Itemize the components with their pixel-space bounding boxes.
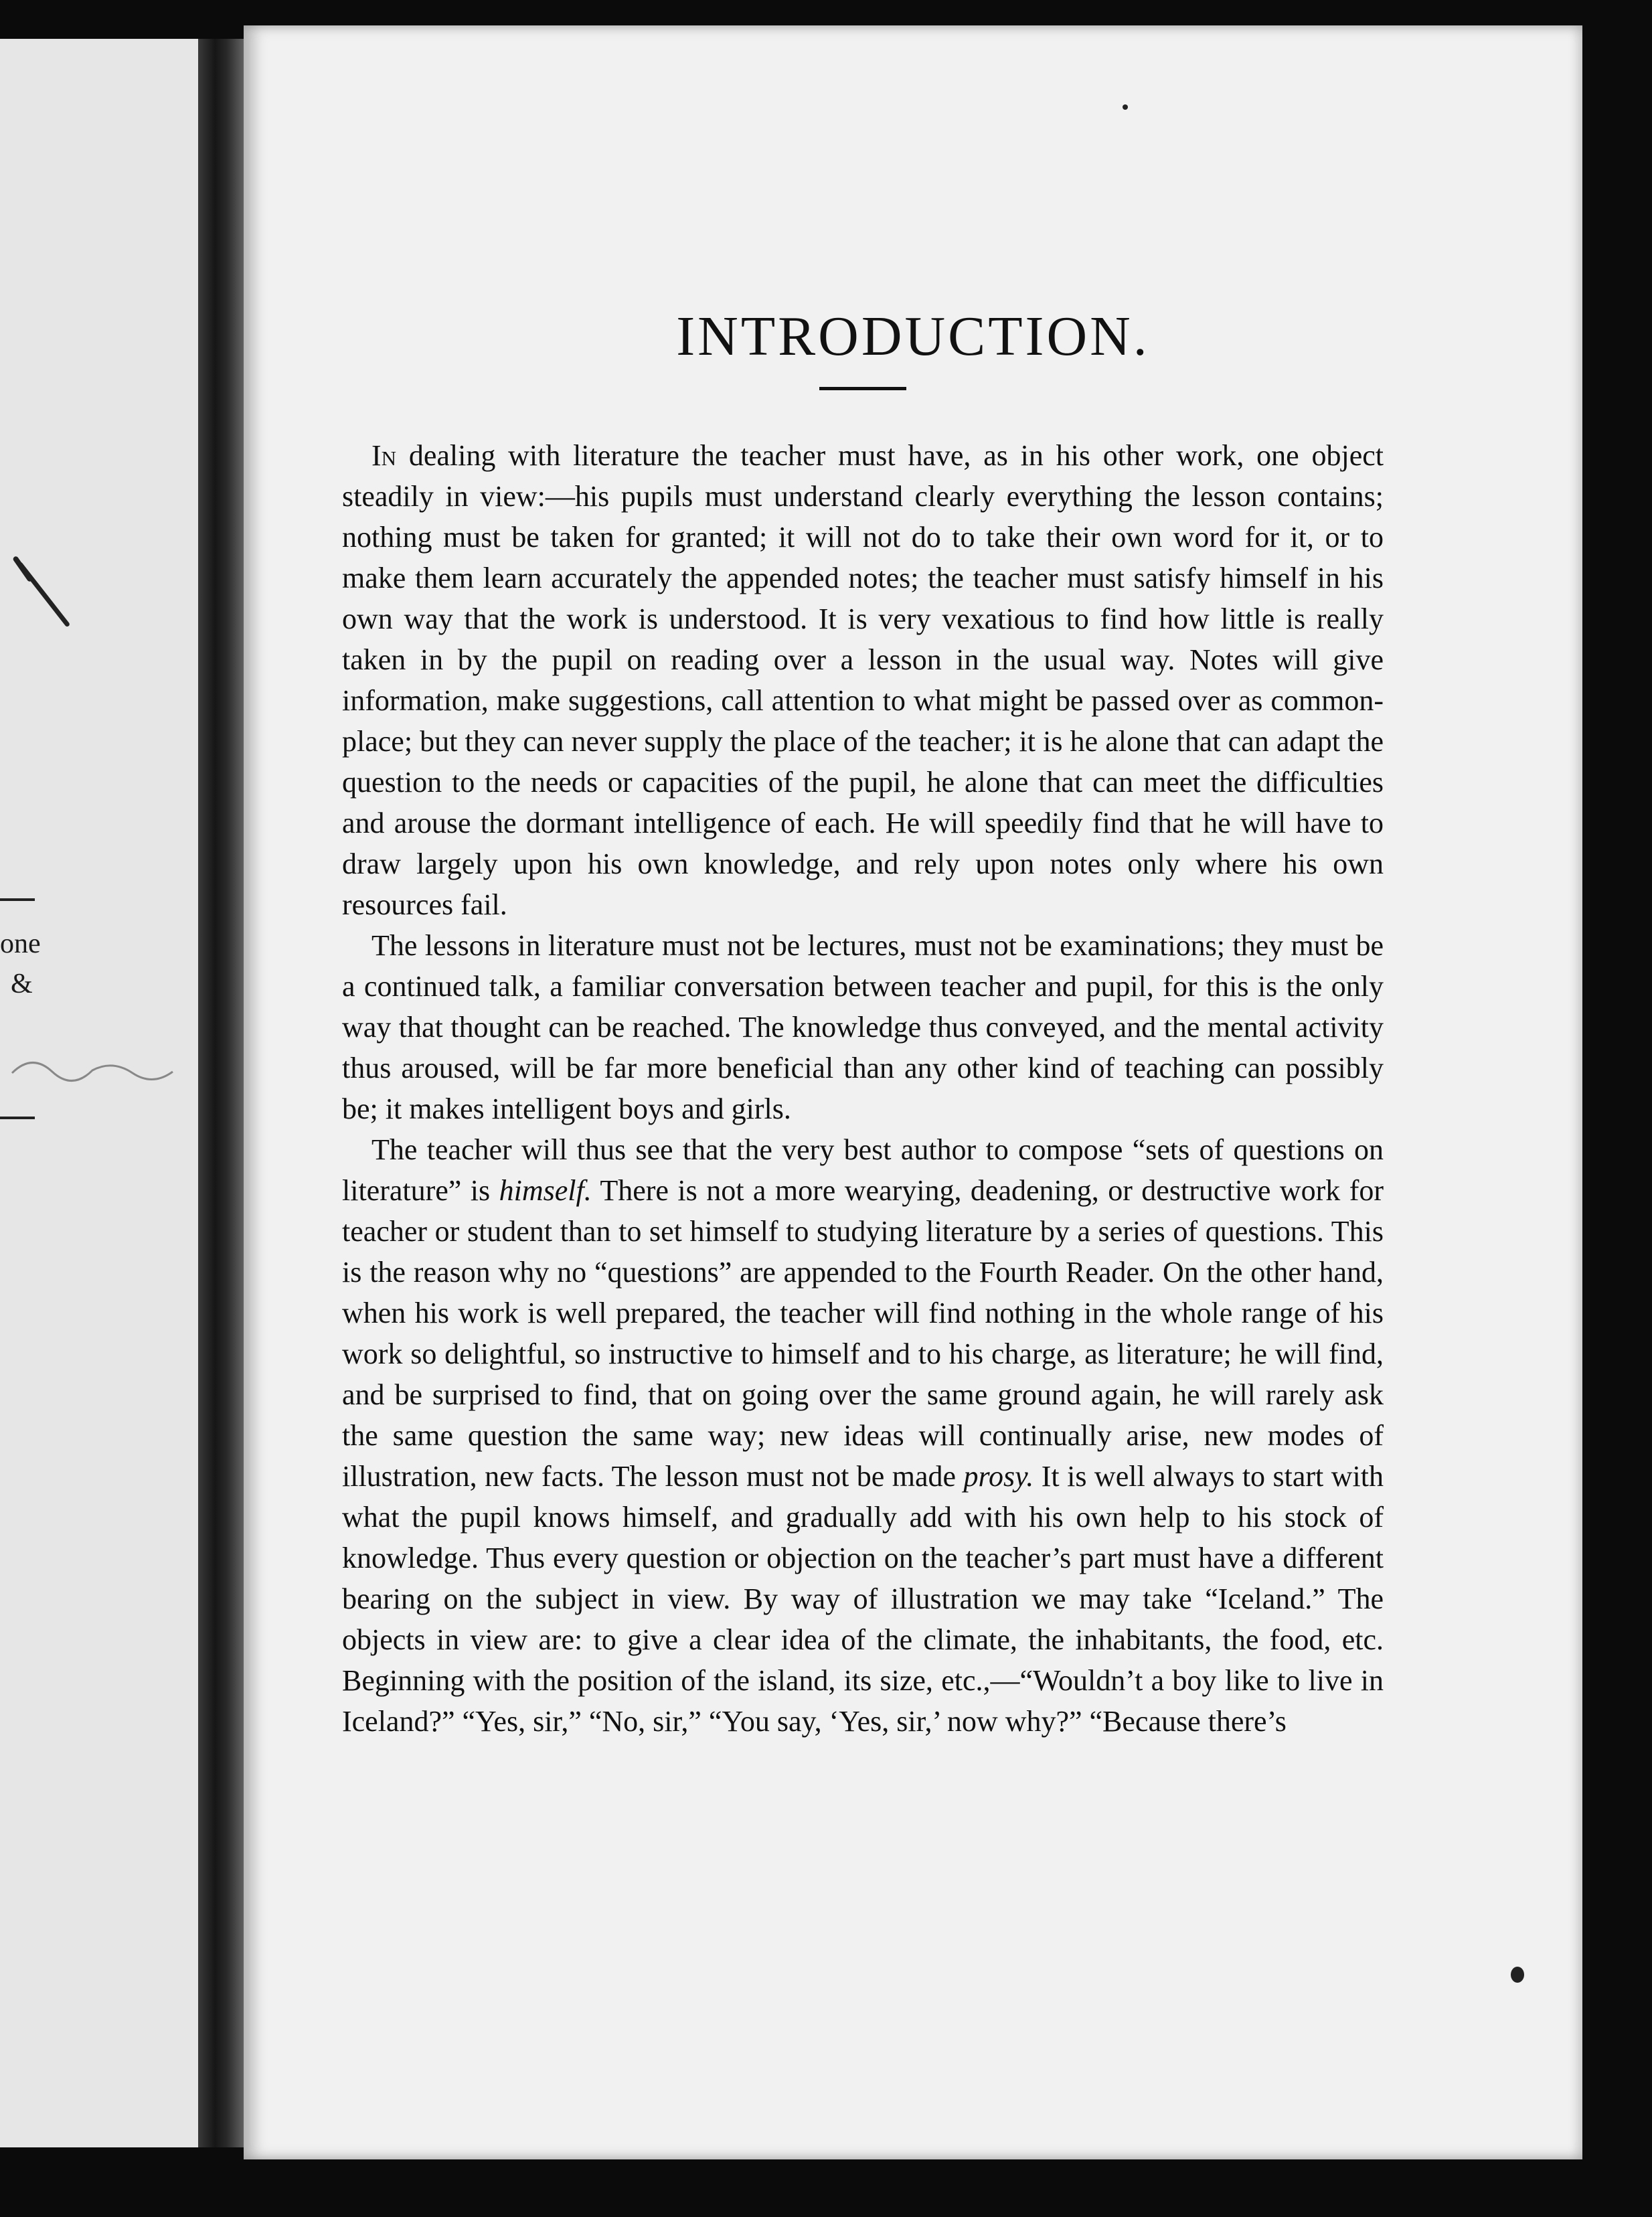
book-gutter bbox=[198, 39, 246, 2147]
facing-page-rule bbox=[0, 898, 35, 901]
facing-page-fragment bbox=[0, 39, 201, 2147]
paragraph bbox=[342, 435, 1384, 925]
paragraph-text: It is well always to start with what the pupil knows himself, and gradually add with his own help to his stock of knowledge. Thus every question or objection on the teacher’s part must have a different bearing on the subject in view. By way of illustration we may take “Iceland.” The objects in view are: to give a clear idea of the climate, the inhabitants, the food, etc. Beginning with the position of the island, its size, etc.,—“Wouldn’t a boy like to live in Iceland?” “Yes, sir,” “No, sir,” “You say, ‘Yes, sir,’ now why?” “Because there’s bbox=[342, 1460, 1384, 1738]
ink-speck bbox=[1123, 104, 1128, 110]
italic-word: himself. bbox=[499, 1174, 592, 1207]
paragraph-text: dealing with literature the teacher must have, as in his other work, one object steadily in view:—his pupils must understand clearly everything the lesson contains; nothing must be taken for granted; it will not do to take their own word for it, or to make them learn accurately the appended notes; the teacher must satisfy himself in his own way that the work is understood. It is very vexatious to find how little is really taken in by the pupil on reading over a lesson in the usual way. Notes will give information, make suggestions, call attention to what might be passed over as common-place; but they can never supply the place of the teacher; it is he alone that can adapt the question to the needs or capacities of the pupil, he alone that can meet the difficulties and arouse the dormant intelligence of each. He will speedily find that he will have to draw largely upon his own knowledge, and rely upon notes only where his own resources fail. bbox=[342, 439, 1384, 921]
ink-speck bbox=[1511, 1967, 1524, 1983]
paragraph-text: The teacher will thus see that the very best author to compose “sets of questions on literature” is bbox=[342, 1133, 1384, 1207]
italic-word: prosy. bbox=[963, 1460, 1034, 1493]
ink-stroke bbox=[17, 562, 70, 628]
facing-page-text: & bbox=[11, 969, 33, 999]
text-page bbox=[244, 25, 1582, 2159]
paragraph-lead: In bbox=[371, 439, 397, 472]
body-text bbox=[342, 435, 1384, 1742]
paragraph-text: There is not a more wearying, deadening, or destructive work for teacher or student than to set himself to studying literature by a series of questions. This is the reason why no “questions” are appended to the Fourth Reader. On the other hand, when his work is well prepared, the teacher will find nothing in the whole range of his work so delightful, so instructive to himself and to his charge, as literature; he will find, and be surprised to find, that on going over the same ground again, he will rarely ask the same question the same way; new ideas will continually arise, new modes of illustration, new facts. The lesson must not be made bbox=[342, 1174, 1384, 1493]
paragraph bbox=[342, 1129, 1384, 1742]
paragraph: The lessons in literature must not be lectures, must not be examinations; they must be a continued talk, a familiar conversation between teacher and pupil, for this is the only way that thought can be reached. The knowledge thus conveyed, and the mental activity thus aroused, will be far more beneficial than any other kind of teaching can possibly be; it makes intelligent boys and girls. bbox=[342, 929, 1384, 1125]
page-title: INTRODUCTION. bbox=[676, 305, 1150, 367]
facing-page-rule bbox=[0, 1117, 35, 1119]
handwriting-mark bbox=[5, 1046, 193, 1086]
facing-page-text: one bbox=[0, 928, 41, 959]
title-divider bbox=[819, 387, 906, 390]
